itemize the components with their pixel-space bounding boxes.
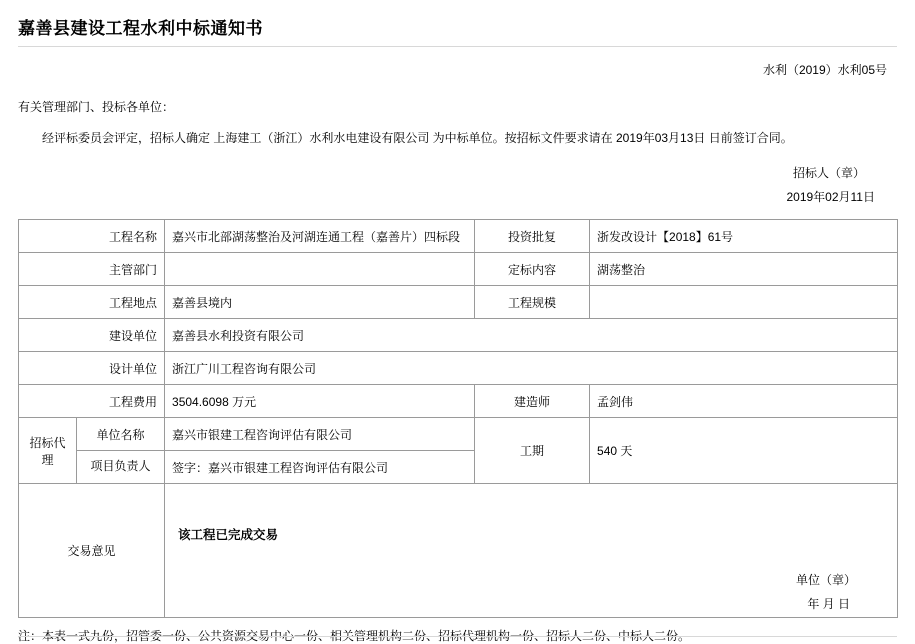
project-info-table xyxy=(18,219,898,618)
row-value-project-cost: 3504.6098 万元 xyxy=(165,385,475,418)
signer-date: 2019年02月11日 xyxy=(786,190,875,205)
table-row xyxy=(19,286,898,319)
table-row xyxy=(19,352,898,385)
table-row xyxy=(19,253,898,286)
row-value-duration: 540 天 xyxy=(590,418,898,484)
table-row-agent-unit xyxy=(19,418,898,451)
table-row-opinion xyxy=(19,484,898,618)
document-number: 水利（2019）水利05号 xyxy=(762,63,887,77)
row-value-construction-unit: 嘉善县水利投资有限公司 xyxy=(165,319,898,352)
salutation: 有关管理部门、投标各单位： xyxy=(18,100,175,114)
row-value-award-content: 湖荡整治 xyxy=(590,253,898,286)
row-label-project-location: 工程地点 xyxy=(19,286,165,319)
row-value-builder: 孟剑伟 xyxy=(590,385,898,418)
row-label-project-cost: 工程费用 xyxy=(19,385,165,418)
row-label-builder: 建造师 xyxy=(475,385,590,418)
row-label-investment-approval: 投资批复 xyxy=(475,220,590,253)
opinion-text: 该工程已完成交易 xyxy=(178,528,279,543)
document-page xyxy=(0,14,915,644)
table-row xyxy=(19,385,898,418)
row-value-project-location: 嘉善县境内 xyxy=(165,286,475,319)
signer-label: 招标人（章） xyxy=(792,166,865,181)
table-row xyxy=(19,220,898,253)
row-value-project-name: 嘉兴市北部湖荡整治及河湖连通工程（嘉善片）四标段 xyxy=(165,220,475,253)
row-label-project-name: 工程名称 xyxy=(19,220,165,253)
bottom-divider xyxy=(18,636,897,637)
row-label-transaction-opinion: 交易意见 xyxy=(19,484,165,618)
row-value-project-scale xyxy=(590,286,898,319)
row-value-transaction-opinion xyxy=(165,484,898,618)
row-label-award-content: 定标内容 xyxy=(475,253,590,286)
opinion-sign-date: 年 月 日 xyxy=(807,597,851,612)
row-label-supervising-dept: 主管部门 xyxy=(19,253,165,286)
row-value-agent-unit-name: 嘉兴市银建工程咨询评估有限公司 xyxy=(165,418,475,451)
page-title: 嘉善县建设工程水利中标通知书 xyxy=(18,19,263,38)
row-value-supervising-dept xyxy=(165,253,475,286)
table-row xyxy=(19,319,898,352)
row-value-project-manager: 签字：嘉兴市银建工程咨询评估有限公司 xyxy=(165,451,475,484)
row-label-design-unit: 设计单位 xyxy=(19,352,165,385)
row-label-bidding-agent: 招标代理 xyxy=(19,418,77,484)
opinion-sign-label: 单位（章） xyxy=(796,573,857,588)
footnote: 注：本表一式九份，招管委一份、公共资源交易中心一份、相关管理机构二份、招标代理机构一份、招标人二份、中标人二份。 xyxy=(18,629,691,644)
row-value-design-unit: 浙江广川工程咨询有限公司 xyxy=(165,352,898,385)
row-label-project-manager: 项目负责人 xyxy=(77,451,165,484)
row-label-project-scale: 工程规模 xyxy=(475,286,590,319)
row-label-agent-unit-name: 单位名称 xyxy=(77,418,165,451)
row-label-duration: 工期 xyxy=(475,418,590,484)
row-label-construction-unit: 建设单位 xyxy=(19,319,165,352)
row-value-investment-approval: 浙发改设计【2018】61号 xyxy=(590,220,898,253)
body-paragraph: 经评标委员会评定，招标人确定 上海建工（浙江）水利水电建设有限公司 为中标单位。按招标文件要求请在 2019年03月13日 日前签订合同。 xyxy=(42,131,793,145)
title-divider xyxy=(18,46,897,47)
